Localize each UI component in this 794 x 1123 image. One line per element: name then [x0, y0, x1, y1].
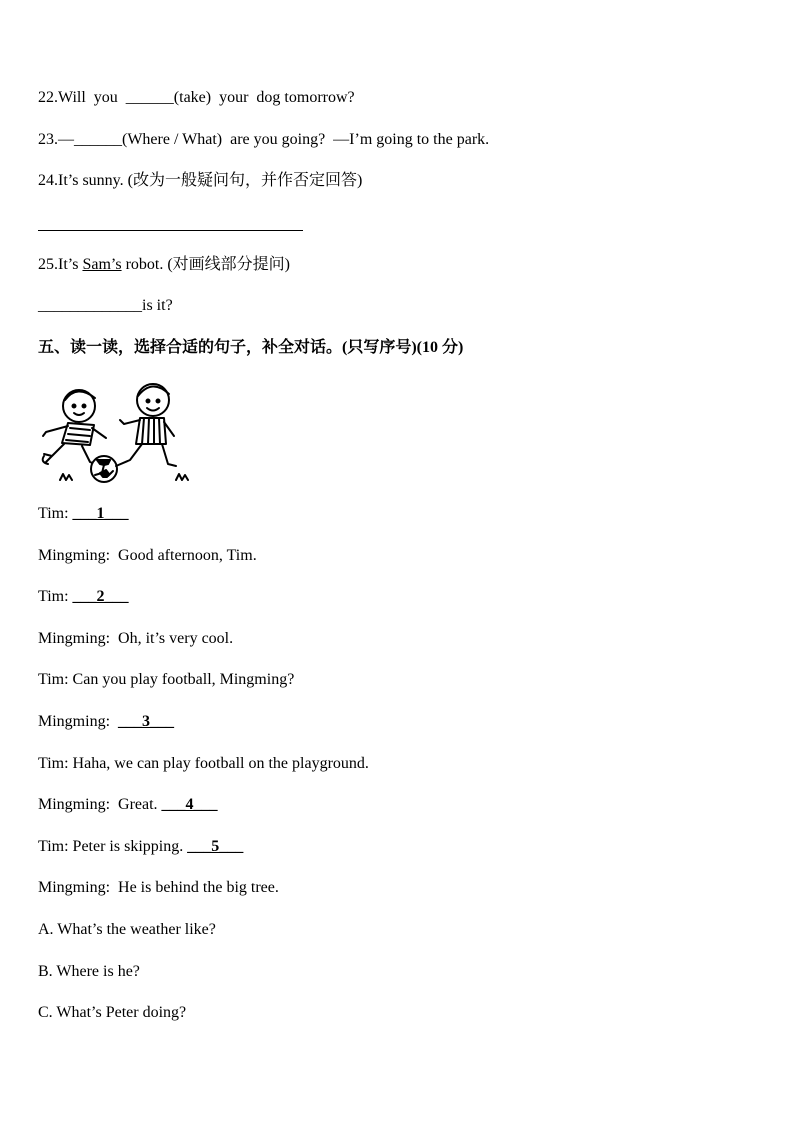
answer-slot-5[interactable]: ___5___	[187, 838, 244, 855]
speaker-name: Mingming:	[38, 630, 111, 647]
answer-blank[interactable]: ______	[74, 131, 122, 148]
answer-slot-3[interactable]: ___3___	[118, 713, 175, 730]
question-23	[38, 130, 489, 150]
answer-blank[interactable]: ______	[125, 89, 174, 106]
question-text: It’s	[58, 256, 83, 273]
question-number: 22.	[38, 89, 58, 106]
dialogue-line-2	[38, 546, 257, 566]
dialogue-text: Peter is skipping.	[72, 838, 184, 855]
answer-line[interactable]	[38, 230, 303, 231]
dialogue-line-9	[38, 837, 243, 857]
option-a: A. What’s the weather like?	[38, 921, 216, 938]
dialogue-line-4	[38, 629, 233, 649]
section-5-title: 五、读一读，选择合适的句子，补全对话。(只写序号)(10 分)	[38, 339, 464, 356]
answer-slot-4[interactable]: ___4___	[161, 796, 218, 813]
question-25-answer	[38, 296, 173, 316]
answer-text: is it?	[142, 297, 173, 314]
dialogue-text: Oh, it’s very cool.	[118, 630, 234, 647]
answer-slot-2[interactable]: ___2___	[72, 588, 129, 605]
speaker-name: Tim:	[38, 838, 69, 855]
dialogue-line-8	[38, 795, 218, 815]
speaker-name: Mingming:	[38, 879, 111, 896]
dialogue-text: Good afternoon, Tim.	[118, 547, 257, 564]
answer-blank[interactable]: _____________	[38, 297, 142, 314]
question-number: 23.	[38, 131, 58, 148]
dialogue-line-5	[38, 670, 294, 690]
dialogue-line-7	[38, 754, 369, 774]
underlined-word: Sam’s	[82, 256, 122, 273]
speaker-name: Tim:	[38, 755, 69, 772]
question-22	[38, 88, 355, 108]
speaker-name: Tim:	[38, 588, 69, 605]
dialogue-line-1	[38, 504, 129, 524]
speaker-name: Mingming:	[38, 547, 111, 564]
option-b: B. Where is he?	[38, 963, 140, 980]
dialogue-line-6	[38, 712, 174, 732]
option-c: C. What’s Peter doing?	[38, 1004, 187, 1021]
boys-football-illustration	[38, 376, 198, 488]
answer-slot-1[interactable]: ___1___	[72, 505, 129, 522]
question-number: 25.	[38, 256, 58, 273]
speaker-name: Tim:	[38, 505, 69, 522]
speaker-name: Mingming:	[38, 713, 111, 730]
dialogue-line-10	[38, 878, 279, 898]
question-text: (take) your dog tomorrow?	[173, 89, 355, 106]
dialogue-text: He is behind the big tree.	[118, 879, 279, 896]
question-24	[38, 171, 362, 191]
question-text: (Where / What) are you going? —I’m going to the park.	[122, 131, 490, 148]
question-number: 24.	[38, 172, 58, 189]
question-text: It’s sunny. (改为一般疑问句，并作否定回答)	[58, 172, 363, 189]
speaker-name: Tim:	[38, 671, 69, 688]
question-text: robot. (对画线部分提问)	[121, 256, 291, 273]
dialogue-line-3	[38, 587, 129, 607]
dash: —	[58, 131, 74, 148]
dialogue-text: Haha, we can play football on the playground.	[72, 755, 369, 772]
dialogue-text: Great.	[118, 796, 158, 813]
speaker-name: Mingming:	[38, 796, 111, 813]
dialogue-text: Can you play football, Mingming?	[72, 671, 295, 688]
question-25	[38, 255, 290, 275]
question-text: Will you	[58, 89, 126, 106]
